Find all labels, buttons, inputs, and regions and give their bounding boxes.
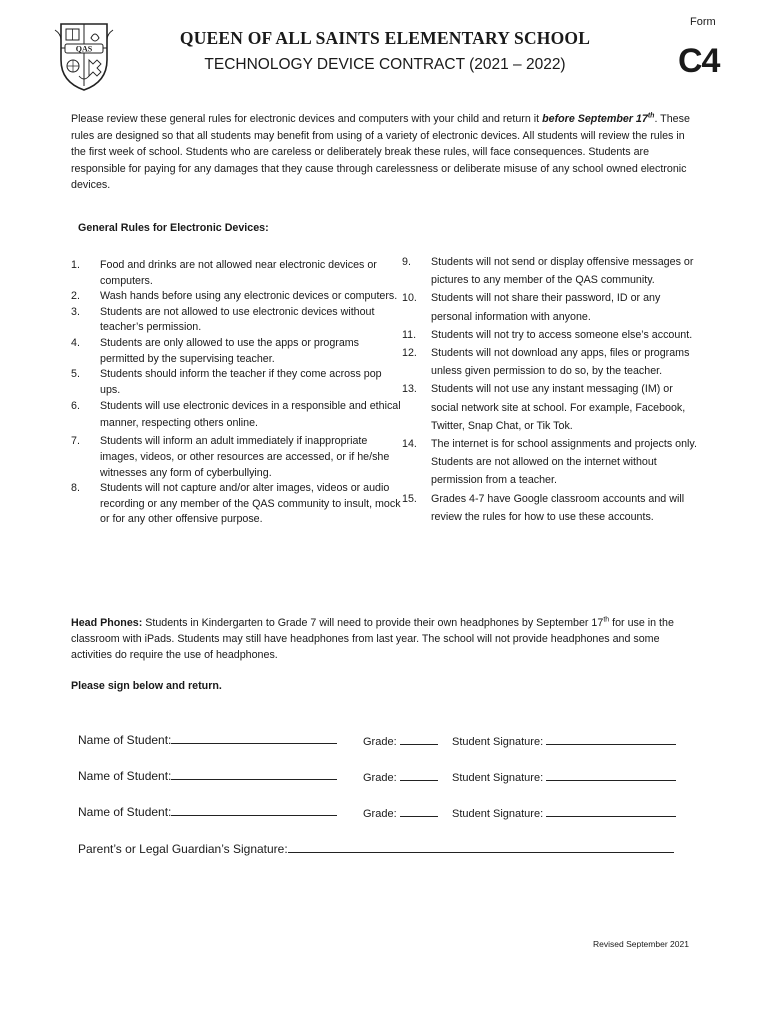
signature-row <box>78 731 676 748</box>
sign-instruction: Please sign below and return. <box>71 680 222 692</box>
student-name-field[interactable] <box>171 803 337 816</box>
rule-item: 6. Students will use electronic devices in a responsible and ethical manner, respecting others online. <box>71 400 401 430</box>
student-signature-field[interactable] <box>546 804 676 817</box>
general-rules-title: General Rules for Electronic Devices: <box>78 222 269 234</box>
headphones-text-end: for use in the classroom with iPads. Students may still have headphones from last year. The school will not provide headphones and some activities do require the use of headphones. <box>71 617 674 661</box>
student-name-field[interactable] <box>171 731 337 744</box>
intro-paragraph <box>71 111 696 194</box>
student-signature-label: Student Signature: <box>452 772 544 784</box>
contract-title: TECHNOLOGY DEVICE CONTRACT (2021 – 2022) <box>204 56 566 73</box>
parent-signature-label: Parent’s or Legal Guardian’s Signature: <box>78 842 288 856</box>
headphones-paragraph <box>71 615 696 663</box>
rule-item: 9. Students will not send or display offensive messages or pictures to any member of the QAS community. <box>402 256 694 287</box>
form-label: Form <box>690 16 716 28</box>
grade-field[interactable] <box>400 732 438 745</box>
headphones-label: Head Phones: <box>71 617 143 629</box>
grade-label: Grade: <box>363 736 397 748</box>
student-signature-label: Student Signature: <box>452 736 544 748</box>
rule-item: 4. Students are only allowed to use the apps or programs permitted by the supervising teacher. <box>71 336 360 365</box>
rule-item: 7. Students will inform an adult immediately if inappropriate images, videos, or other resources are accessed, or if he/she witnesses any form of cyberbullying. <box>71 435 390 479</box>
revised-date: Revised September 2021 <box>593 939 689 949</box>
rule-item: 5. Students should inform the teacher if they come across pop ups. <box>71 368 382 396</box>
student-name-label: Name of Student: <box>78 733 172 747</box>
grade-label: Grade: <box>363 772 397 784</box>
signature-row <box>78 767 676 784</box>
student-name-label: Name of Student: <box>78 805 172 819</box>
rule-item: 13. Students will not use any instant messaging (IM) or social network site at school. For example, Facebook, Twitter, Snap Chat, or Tik Tok. <box>402 383 686 432</box>
rule-item: 8. Students will not capture and/or alter images, videos or audio recording or any member of the QAS community to insult, mock or for any other offensive purpose. <box>71 482 401 526</box>
parent-signature-field[interactable] <box>288 840 674 853</box>
student-signature-label: Student Signature: <box>452 808 544 820</box>
rule-item: 11. Students will not try to access someone else’s account. <box>402 328 693 341</box>
rule-item: 3. Students are not allowed to use electronic devices without teacher’s permission. <box>71 305 375 334</box>
headphones-text-start: Students in Kindergarten to Grade 7 will need to provide their own headphones by September 17 <box>142 617 604 629</box>
school-name: QUEEN OF ALL SAINTS ELEMENTARY SCHOOL <box>179 28 591 48</box>
headphones-sup: th <box>603 616 610 624</box>
svg-text:QAS: QAS <box>75 44 93 54</box>
rules-list-right <box>402 253 702 526</box>
student-name-field[interactable] <box>171 767 337 780</box>
intro-deadline: before September 17 <box>542 113 648 125</box>
rule-item: 14. The internet is for school assignments and projects only. Students are not allowed on the internet without permission from a teacher. <box>402 438 697 487</box>
intro-text-end: . These rules are designed so that all students may benefit from using of a variety of electronic devices. All students will review the rules in the first week of school. Students who are careless or deliberately break these rules, will face consequences. Students are responsible for paying for any damages that they cause through carelessness or deliberate misuse of any school owned electronic devices. <box>71 113 690 191</box>
rules-list-left <box>71 258 401 528</box>
form-code: C4 <box>678 42 720 80</box>
rule-item: 12. Students will not download any apps, files or programs unless given permission to do so, by the teacher. <box>402 347 690 378</box>
student-signature-field[interactable] <box>546 732 676 745</box>
student-signature-field[interactable] <box>546 768 676 781</box>
rule-item: 1. Food and drinks are not allowed near electronic devices or computers. <box>71 259 377 287</box>
grade-label: Grade: <box>363 808 397 820</box>
rule-item: 2. Wash hands before using any electronic devices or computers. <box>71 290 398 303</box>
intro-text-start: Please review these general rules for electronic devices and computers with your child and return it <box>71 113 543 125</box>
grade-field[interactable] <box>400 804 438 817</box>
grade-field[interactable] <box>400 768 438 781</box>
signature-row <box>78 803 676 820</box>
intro-deadline-sup: th <box>647 112 655 120</box>
student-name-label: Name of Student: <box>78 769 172 783</box>
rule-item: 10. Students will not share their password, ID or any personal information with anyone. <box>402 292 661 323</box>
rule-item: 15. Grades 4-7 have Google classroom accounts and will review the rules for how to use these accounts. <box>402 492 685 523</box>
parent-signature-row <box>78 840 674 856</box>
